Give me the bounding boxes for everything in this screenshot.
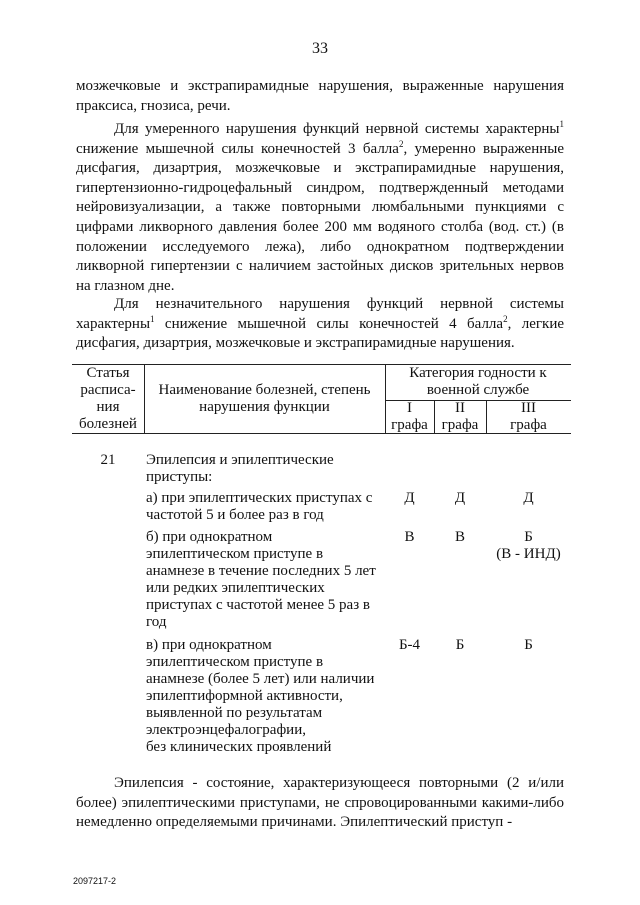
row-text-line: эпилептиформной активности, bbox=[146, 688, 343, 704]
row-text-line: электроэнцефалографии, bbox=[146, 722, 306, 738]
row-text-line: а) при эпилептических приступах с bbox=[146, 490, 373, 506]
header-text: нарушения функции bbox=[199, 399, 330, 415]
table-header bbox=[72, 364, 571, 434]
disease-title-line: приступы: bbox=[146, 469, 213, 485]
category-graph-3: Д bbox=[523, 490, 534, 506]
header-text: I bbox=[407, 400, 412, 416]
article-number: 21 bbox=[100, 452, 116, 468]
footnote-mark: 2 bbox=[503, 313, 508, 324]
header-text: военной службе bbox=[426, 382, 530, 398]
header-disease-name bbox=[144, 382, 385, 416]
paragraph-continuation: мозжечковые и экстрапирамидные нарушения, выраженные нарушения праксиса, гнозиса, речи. bbox=[76, 78, 564, 114]
paragraph-text: снижение мышечной силы конечностей 3 балла bbox=[76, 140, 399, 157]
header-article bbox=[72, 365, 144, 433]
footnote-mark: 1 bbox=[559, 119, 564, 129]
category-graph-1: Д bbox=[404, 490, 415, 506]
row-text-line: без клинических проявлений bbox=[146, 739, 332, 755]
category-graph-2: Б bbox=[455, 637, 465, 653]
footnote-mark: 1 bbox=[150, 313, 155, 324]
header-text: расписа- bbox=[80, 382, 136, 398]
category-graph-2: В bbox=[454, 529, 465, 545]
header-text: II bbox=[455, 400, 465, 416]
row-text-line: эпилептическом приступе в bbox=[146, 546, 324, 562]
paragraph-mild-impairment bbox=[76, 295, 564, 354]
paragraph-text: Для умеренного нарушения функций нервной системы характерны bbox=[114, 121, 560, 137]
category-graph-2: Д bbox=[454, 490, 466, 506]
row-text-line: анамнезе (более 5 лет) или наличии bbox=[146, 671, 375, 687]
document-code: 2097217-2 bbox=[73, 876, 117, 886]
paragraph-text: Для незначительного нарушения функций нервной системы характерны bbox=[76, 296, 564, 332]
header-text: Статья bbox=[86, 365, 130, 381]
table-row-c bbox=[146, 637, 374, 756]
table-row-a bbox=[146, 490, 372, 524]
header-text: Категория годности к bbox=[409, 365, 547, 381]
table-row-b bbox=[146, 529, 376, 631]
header-fitness-category bbox=[385, 365, 571, 399]
header-column-1 bbox=[385, 400, 434, 434]
header-text: графа bbox=[510, 417, 547, 433]
category-graph-3 bbox=[486, 529, 571, 563]
header-text: ния bbox=[96, 399, 120, 415]
row-text-line: в) при однократном bbox=[146, 637, 272, 653]
paragraph-text: , умеренно выраженные дисфагия, дизартрия, мозжечковые и экстрапирамидные нарушения, гипертензионно-гидроцефальный синдром, подтвержденный методами нейровизуализации, а также повторными люмбальными пункциями с цифрами ликворного давления более 200 мм водяного столба (вод. ст.) (в положении исследуемого лежа), либо однократном подтверждении ликворной гипертензии с наличием застойных дисков зрительных нервов на глазном дне. bbox=[76, 140, 564, 294]
category-graph-3: Б bbox=[524, 637, 533, 653]
paragraph-text: снижение мышечной силы конечностей 4 балла bbox=[154, 315, 504, 332]
header-text: графа bbox=[441, 417, 479, 433]
header-text: Наименование болезней, степень bbox=[158, 382, 371, 398]
disease-title bbox=[146, 452, 334, 486]
row-text-line: б) при однократном bbox=[146, 529, 273, 545]
paragraph-epilepsy-definition: Эпилепсия - состояние, характеризующееся повторными (2 и/или более) эпилептическими приступами, не спровоцированными какими-либо немедленно определяемыми причинами. Эпилептический приступ - bbox=[76, 775, 564, 831]
row-text-line: выявленной по результатам bbox=[146, 705, 323, 721]
header-column-2 bbox=[434, 400, 486, 434]
header-text: графа bbox=[391, 417, 428, 433]
footnote-mark: 2 bbox=[398, 138, 404, 149]
disease-title-line: Эпилепсия и эпилептические bbox=[146, 452, 334, 468]
paragraph-moderate-impairment bbox=[76, 120, 564, 296]
category-graph-1: В bbox=[404, 529, 415, 545]
row-text-line: или редких эпилептических bbox=[146, 580, 325, 596]
page-number: 33 bbox=[312, 40, 328, 57]
row-text-line: приступах с частотой менее 5 раз в bbox=[146, 597, 370, 613]
category-note: (В - ИНД) bbox=[496, 546, 561, 562]
header-text: болезней bbox=[79, 416, 137, 432]
category-value: Б bbox=[524, 529, 533, 545]
row-text-line: год bbox=[146, 614, 167, 630]
paragraph-text: , легкие дисфагия, дизартрия, мозжечковые и экстрапирамидные нарушения. bbox=[76, 315, 564, 352]
header-text: III bbox=[521, 400, 536, 416]
header-column-3 bbox=[486, 400, 571, 434]
row-text-line: анамнезе в течение последних 5 лет bbox=[146, 563, 376, 579]
category-graph-1: Б-4 bbox=[398, 637, 421, 653]
row-text-line: эпилептическом приступе в bbox=[146, 654, 324, 670]
row-text-line: частотой 5 и более раз в год bbox=[146, 507, 324, 523]
